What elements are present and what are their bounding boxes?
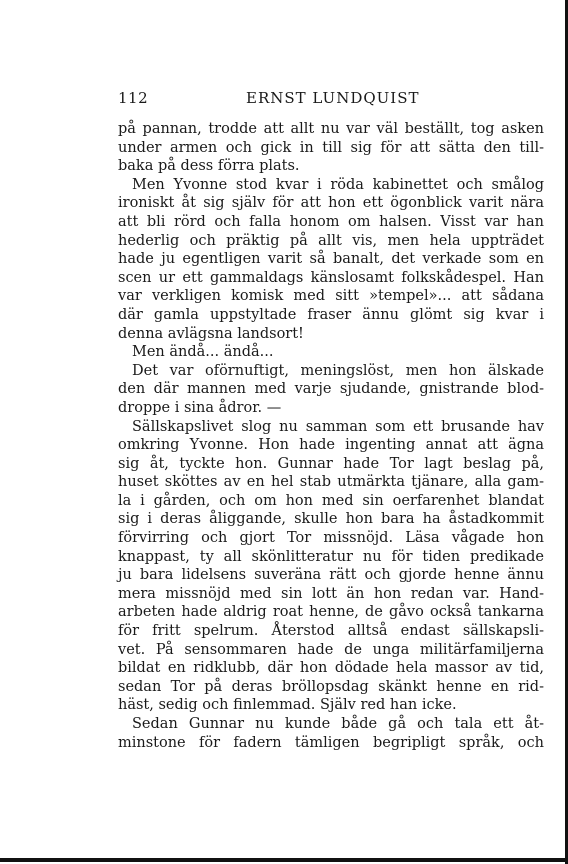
text-line: knappast, ty all skönlitteratur nu för tiden predikade — [118, 548, 544, 565]
text-line: vet. På sensommaren hade de unga militärfamiljerna — [118, 641, 544, 658]
text-line: Sedan Gunnar nu kunde både gå och tala ett åt- — [132, 716, 544, 732]
text-line: att bli rörd och falla honom om halsen. Visst var han — [118, 213, 544, 230]
text-line: hade ju egentligen varit så banalt, det verkade som en — [118, 251, 544, 268]
page-header — [118, 89, 544, 109]
text-line: ju bara lidelsens suveräna rätt och gjorde henne ännu — [118, 567, 544, 584]
text-line: på pannan, trodde att allt nu var väl beställt, tog asken — [118, 121, 544, 137]
text-line: Men ändå... ändå... — [132, 344, 274, 361]
text-line: denna avlägsna landsort! — [118, 325, 304, 342]
text-line: förvirring och gjort Tor missnöjd. Läsa vågade hon — [118, 530, 544, 547]
text-line: scen ur ett gammaldags känslosamt folkskådespel. Han — [118, 269, 544, 286]
page-number: 112 — [118, 89, 149, 107]
text-line: baka på dess förra plats. — [118, 158, 300, 175]
text-line: för fritt spelrum. Återstod alltså endast sällskapsli- — [118, 623, 544, 640]
text-line: hederlig och präktig på allt vis, men hela uppträdet — [118, 232, 544, 249]
text-line: sig åt, tyckte hon. Gunnar hade Tor lagt beslag på, — [118, 455, 544, 472]
page-edge-bottom — [0, 858, 568, 862]
text-line: den där mannen med varje sjudande, gnistrande blod- — [118, 381, 544, 398]
text-line: huset sköttes av en hel stab utmärkta tjänare, alla gam- — [118, 474, 544, 491]
text-line: sedan Tor på deras bröllopsdag skänkt henne en rid- — [118, 678, 544, 695]
text-line: sig i deras åliggande, skulle hon bara ha åstadkommit — [118, 511, 544, 528]
text-line: droppe i sina ådror. — — [118, 399, 282, 416]
text-line: la i gården, och om hon med sin oerfarenhet blandat — [118, 492, 544, 509]
text-line: arbeten hade aldrig roat henne, de gåvo också tankarna — [118, 604, 544, 621]
text-line: Sällskapslivet slog nu samman som ett brusande hav — [132, 418, 544, 435]
text-line: ironiskt åt sig själv för att hon ett ögonblick varit nära — [118, 195, 544, 212]
text-line: minstone för fadern tämligen begripligt språk, och — [118, 734, 544, 751]
body-text — [118, 120, 544, 752]
text-line: bildat en ridklubb, där hon dödade hela massor av tid, — [118, 660, 544, 677]
text-line: Det var oförnuftigt, meningslöst, men hon älskade — [132, 362, 544, 379]
text-line: omkring Yvonne. Hon hade ingenting annat att ägna — [118, 437, 544, 454]
text-line: var verkligen komisk med sitt »tempel»... att sådana — [118, 288, 544, 305]
text-line: mera missnöjd med sin lott än hon redan var. Hand- — [118, 585, 544, 602]
running-title: ERNST LUNDQUIST — [246, 89, 420, 107]
text-line: häst, sedig och finlemmad. Själv red han icke. — [118, 697, 457, 714]
text-line: där gamla uppstyltade fraser ännu glömt sig kvar i — [118, 306, 544, 323]
text-line: under armen och gick in till sig för att sätta den till- — [118, 139, 544, 156]
text-line: Men Yvonne stod kvar i röda kabinettet och smålog — [132, 176, 544, 193]
